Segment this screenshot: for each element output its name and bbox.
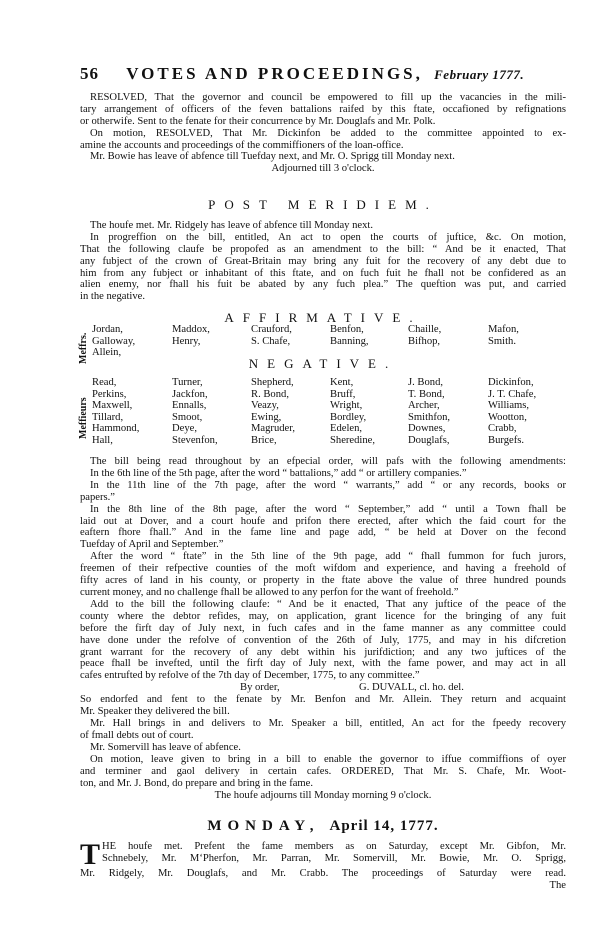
text-line: any fubject of the crown of Great-Britain may bring any fuit for the recovery of any debt due to <box>80 255 566 267</box>
member-name: Banning, <box>330 335 369 347</box>
catchword: The <box>549 879 566 891</box>
member-name: Crabb, <box>488 423 517 435</box>
page-number: 56 <box>80 64 99 83</box>
text-line: Schnebely, Mr. M‘Pherfon, Mr. Parran, Mr. Somervill, Mr. Bowie, Mr. O. Sprigg, <box>102 852 566 864</box>
member-name: Ennalls, <box>172 400 207 412</box>
member-name: Stevenfon, <box>172 434 218 446</box>
member-name: Magruder, <box>251 423 295 435</box>
text-line: That the following claufe be propofed as an amendment to the bill: “ And be it enacted, That <box>80 243 566 255</box>
text-line: In the 6th line of the 5th page, after the word “ battalions,” add “ or artillery companies.” <box>90 467 467 479</box>
vote-row <box>80 336 566 348</box>
member-name: Smoot, <box>172 411 203 423</box>
header-date: February 1777. <box>434 67 525 82</box>
post-meridiem-heading: POST MERIDIEM. <box>208 197 438 212</box>
text-line: After the word “ ftate” in the 5th line of the 9th page, add “ fhall fummon for fuch jurors, <box>90 551 566 563</box>
member-name: Veazy, <box>251 400 279 412</box>
vote-row <box>80 389 566 401</box>
date-label: April 14, 1777. <box>329 818 439 834</box>
text-line: The bill being read throughout by an efpecial order, will pafs with the following amendments: <box>90 456 566 467</box>
vote-row <box>80 400 566 412</box>
text-line: cafes entrufted by refolve of the 7th day of December, 1775, to any committee.” <box>80 670 420 682</box>
member-name: Chaille, <box>408 324 442 335</box>
member-name: Bordley, <box>330 411 367 423</box>
member-name: J. Bond, <box>408 377 444 388</box>
member-name: Jackfon, <box>172 388 208 400</box>
member-name: Maddox, <box>172 324 210 335</box>
member-name: Jordan, <box>92 324 123 335</box>
negative-heading: NEGATIVE. <box>248 356 398 371</box>
member-name: Maxwell, <box>92 400 133 412</box>
text-line: tary arrangement of officers of the feven battalions raifed by this ftate, occafioned by refignations <box>80 103 566 115</box>
member-name: Ewing, <box>251 411 282 423</box>
member-name: Perkins, <box>92 388 127 400</box>
member-name: Read, <box>92 377 117 388</box>
member-name: Allein, <box>92 347 122 359</box>
text-line: have done under the refolve of convention of the 26th of July, 1775, and may in his difcretion <box>80 634 566 646</box>
text-line: papers.” <box>80 491 115 503</box>
member-name: Sheredine, <box>330 434 376 446</box>
member-name: Williams, <box>488 400 530 412</box>
monday-heading <box>80 818 566 835</box>
messrs-label: Meffrs. <box>78 332 89 364</box>
member-name: Bifhop, <box>408 335 441 347</box>
text-line: alien enemy, nor fhall his fuit be abated by any fuch plea.” The queftion was put, and carried <box>80 279 566 291</box>
text-line: HE houfe met. Prefent the fame members as on Saturday, except Mr. Gibfon, Mr. <box>102 841 566 852</box>
member-name: Henry, <box>172 335 201 347</box>
text-line: of fmall debts out of court. <box>80 729 194 741</box>
member-name: Douglafs, <box>408 434 450 446</box>
text-line: Mr. Hall brings in and delivers to Mr. Speaker a bill, entitled, An act for the fpeedy recovery <box>90 718 566 730</box>
text-line: On motion, leave given to bring in a bill to enable the governor to iffue commiffions of oyer <box>90 753 566 765</box>
vote-row <box>80 412 566 424</box>
text-line: fifty acres of land in his county, or property in the ftate above the value of three hundred pounds <box>80 575 566 587</box>
text-line: Tuefday of April and September.” <box>80 539 224 551</box>
day-label: MONDAY, <box>207 818 320 834</box>
member-name: Deye, <box>172 423 197 435</box>
member-name: Brice, <box>251 434 277 446</box>
member-name: Turner, <box>172 377 203 388</box>
text-line: county where the debtor refides, may, on application, grant licence for the bringing of any fuit <box>80 610 566 622</box>
member-name: Burgefs. <box>488 434 524 446</box>
afternoon-proceedings <box>80 220 566 303</box>
drop-cap: T <box>80 838 101 871</box>
text-line: By order, G. DUVALL, cl. ho. del. <box>240 682 464 694</box>
running-header <box>80 64 566 84</box>
text-line: before the firft day of July next, in fuch cafes and in the fame manner as any committee could <box>80 622 566 634</box>
member-name: Hammond, <box>92 423 140 435</box>
text-line: The houfe adjourns till Monday morning 9 o'clock. <box>214 789 432 801</box>
member-name: T. Bond, <box>408 388 445 400</box>
negative-votes <box>80 377 566 447</box>
vote-row <box>80 324 566 336</box>
member-name: Mafon, <box>488 324 519 335</box>
text-line: and terminer and gaol delivery in certain cafes. ORDERED, That Mr. S. Chafe, Mr. Woot- <box>80 765 566 777</box>
text-line: current money, and no challenge fhall be allowed to any perfon for the want of freehold.” <box>80 586 459 598</box>
bill-amendments <box>80 456 566 802</box>
member-name: Wright, <box>330 400 363 412</box>
text-line: freemen of their refpective counties of the moft wifdom and experience, and having a freehold of <box>80 563 566 575</box>
text-line: laid out at Dover, and a court houfe and prifon there erected, after which the faid court for the <box>80 515 566 527</box>
member-name: Downes, <box>408 423 446 435</box>
member-name: Bruff, <box>330 388 356 400</box>
member-name: Smithfon, <box>408 411 451 423</box>
text-line: So endorfed and fent to the fenate by Mr. Benfon and Mr. Allein. They return and acquaint <box>80 694 566 706</box>
vote-row <box>80 423 566 435</box>
member-name: S. Chafe, <box>251 335 291 347</box>
header-title: VOTES AND PROCEEDINGS, <box>126 64 423 83</box>
member-name: Shepherd, <box>251 377 294 388</box>
member-name: Tillard, <box>92 411 124 423</box>
affirmative-heading: AFFIRMATIVE. <box>224 310 422 325</box>
text-line: The houfe met. Mr. Ridgely has leave of abfence till Monday next. <box>90 220 374 231</box>
member-name: Edelen, <box>330 423 363 435</box>
member-name: R. Bond, <box>251 388 289 400</box>
member-name: Dickinfon, <box>488 377 534 388</box>
text-line: eaftern fhore fhall.” And in the fame line and page add, “ be held at Dover on the fecond <box>80 527 566 539</box>
text-line: Mr. Somervill has leave of abfence. <box>90 741 241 753</box>
text-line: Adjourned till 3 o'clock. <box>271 163 375 175</box>
messieurs-label: Meffieurs <box>78 397 89 439</box>
text-line: peace fhall be invefted, until the firft day of July next, with the fame power, and may act in all <box>80 658 566 670</box>
text-line: RESOLVED, That the governor and council be empowered to fill up the vacancies in the mili- <box>90 92 566 103</box>
member-name: Hall, <box>92 434 113 446</box>
text-line: In the 11th line of the 7th page, after the word “ warrants,” add “ or any records, books or <box>90 479 566 491</box>
member-name: Smith. <box>488 335 516 347</box>
text-line: amine the accounts and proceedings of the commiffioners of the loan-office. <box>80 139 404 151</box>
text-line: On motion, RESOLVED, That Mr. Dickinfon be added to the committee appointed to ex- <box>90 127 566 139</box>
member-name: Crauford, <box>251 324 292 335</box>
text-line: In the 8th line of the 8th page, after the word “ September,” add “ until a Town fhall be <box>90 503 566 515</box>
text-line: Mr. Ridgely, Mr. Douglafs, and Mr. Crabb. The proceedings of Saturday were read. <box>80 868 566 879</box>
text-line: grant warrant for the recovery of any debt within his jurifdiction; and any two juftices of the <box>80 646 566 658</box>
member-name: Kent, <box>330 377 354 388</box>
text-line: him from any fubject or inhabitant of this ftate, and on fuch fuit he fhall not be confidered as an <box>80 267 566 279</box>
text-line: In progreffion on the bill, entitled, An act to open the courts of juftice, &c. On motion, <box>90 231 566 243</box>
vote-row <box>80 435 566 447</box>
text-line: ton, and Mr. J. Bond, do prepare and bring in the fame. <box>80 777 314 789</box>
text-line: Mr. Bowie has leave of abfence till Tuefday next, and Mr. O. Sprigg till Monday next. <box>90 151 455 163</box>
monday-proceedings <box>80 838 566 892</box>
text-line: in the negative. <box>80 291 146 303</box>
member-name: Galloway, <box>92 335 136 347</box>
text-line: or otherwife. Sent to the fenate for their concurrence by Mr. Douglafs and Mr. Polk. <box>80 115 436 127</box>
member-name: Benfon, <box>330 324 364 335</box>
member-name: J. T. Chafe, <box>488 388 537 400</box>
morning-resolutions <box>80 92 566 175</box>
vote-row <box>80 377 566 389</box>
text-line: Add to the bill the following claufe: “ And be it enacted, That any juftice of the peace of the <box>90 598 566 610</box>
member-name: Wootton, <box>488 411 527 423</box>
member-name: Archer, <box>408 400 440 412</box>
text-line: Mr. Speaker they delivered the bill. <box>80 706 230 718</box>
